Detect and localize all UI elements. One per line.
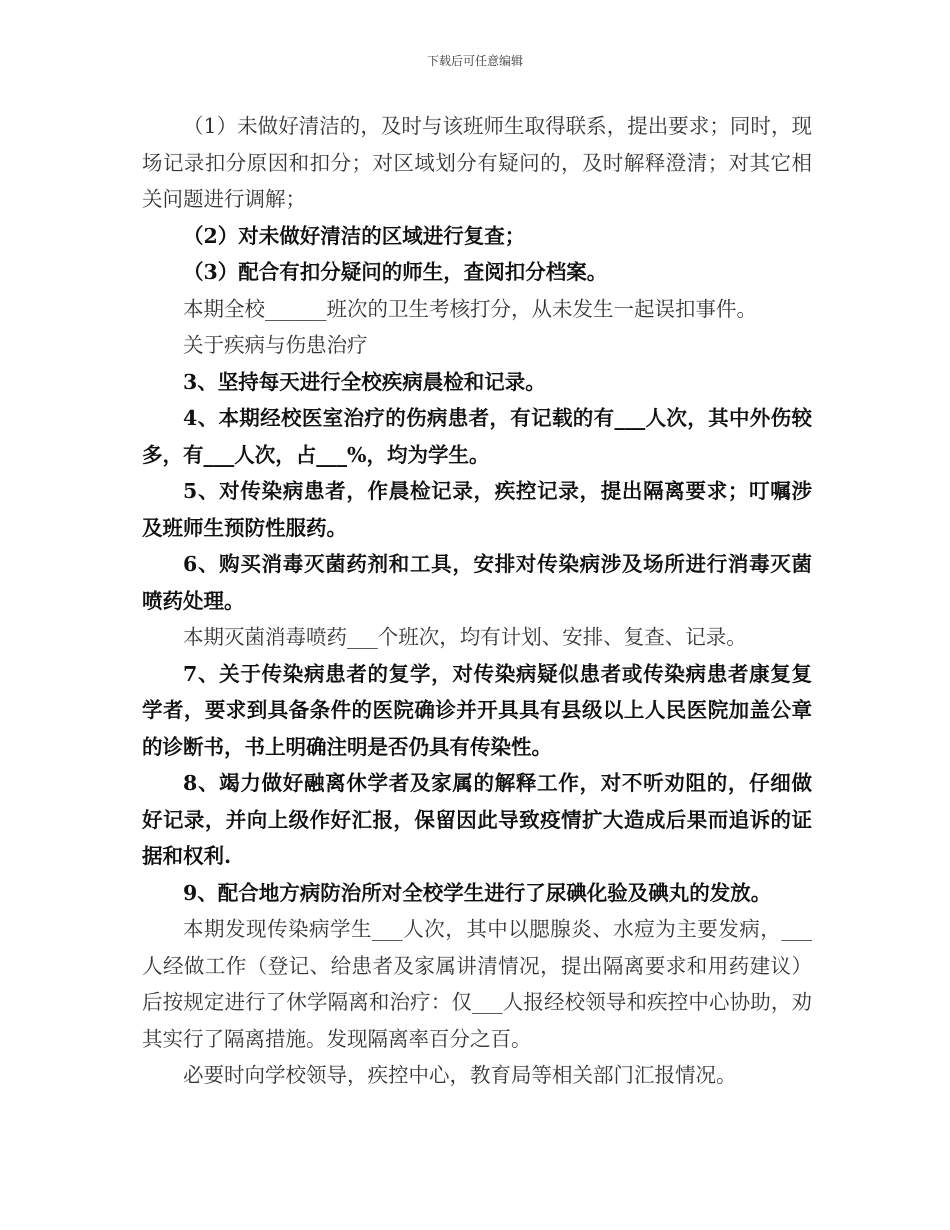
- paragraph-item-4: 4、本期经校医室治疗的伤病患者，有记载的有___人次，其中外伤较多，有___人次，占___%，均为学生。: [142, 406, 812, 467]
- section-heading-disease: 关于疾病与伤患治疗: [183, 333, 368, 357]
- paragraph-item-8: 8、竭力做好融离休学者及家属的解释工作，对不听劝阻的，仔细做好记录，并向上级作好汇报，保留因此导致疫情扩大造成后果而追诉的证据和权利.: [142, 771, 812, 868]
- paragraph-2: （2）对未做好清洁的区域进行复查；: [183, 223, 526, 248]
- page-header: 下载后可任意编辑: [426, 54, 523, 68]
- document-body: [142, 108, 812, 1094]
- paragraph-reporting: 必要时向学校领导，疾控中心，教育局等相关部门汇报情况。: [183, 1063, 737, 1087]
- paragraph-infection-summary: 本期发现传染病学生___人次，其中以腮腺炎、水痘为主要发病，___人经做工作（登记、给患者及家属讲清情况，提出隔离要求和用药建议）后按规定进行了休学隔离和治疗：仅___人报经校领导和疾控中心协助，劝其实行了隔离措施。发现隔离率百分之百。: [142, 917, 812, 1051]
- paragraph-item-7: 7、关于传染病患者的复学，对传染病疑似患者或传染病患者康复复学者，要求到具备条件的医院确诊并开具具有县级以上人民医院加盖公章的诊断书，书上明确注明是否仍具有传染性。: [142, 661, 812, 759]
- paragraph-disinfection: 本期灭菌消毒喷药___个班次，均有计划、安排、复查、记录。: [183, 625, 747, 649]
- paragraph-4: 本期全校______班次的卫生考核打分，从未发生一起误扣事件。: [183, 296, 757, 321]
- paragraph-item-3: 3、坚持每天进行全校疾病晨检和记录。: [183, 369, 546, 394]
- paragraph-item-5: 5、对传染病患者，作晨检记录，疾控记录，提出隔离要求；叮嘱涉及班师生预防性服药。: [142, 479, 812, 540]
- paragraph-item-9: 9、配合地方病防治所对全校学生进行了尿碘化验及碘丸的发放。: [183, 880, 772, 905]
- paragraph-item-6: 6、购买消毒灭菌药剂和工具，安排对传染病涉及场所进行消毒灭菌喷药处理。: [142, 552, 812, 613]
- paragraph-3: （3）配合有扣分疑问的师生，查阅扣分档案。: [183, 260, 608, 284]
- paragraph-1: （1）未做好清洁的，及时与该班师生取得联系，提出要求；同时，现场记录扣分原因和扣分；对区域划分有疑问的，及时解释澄清；对其它相关问题进行调解；: [142, 114, 812, 211]
